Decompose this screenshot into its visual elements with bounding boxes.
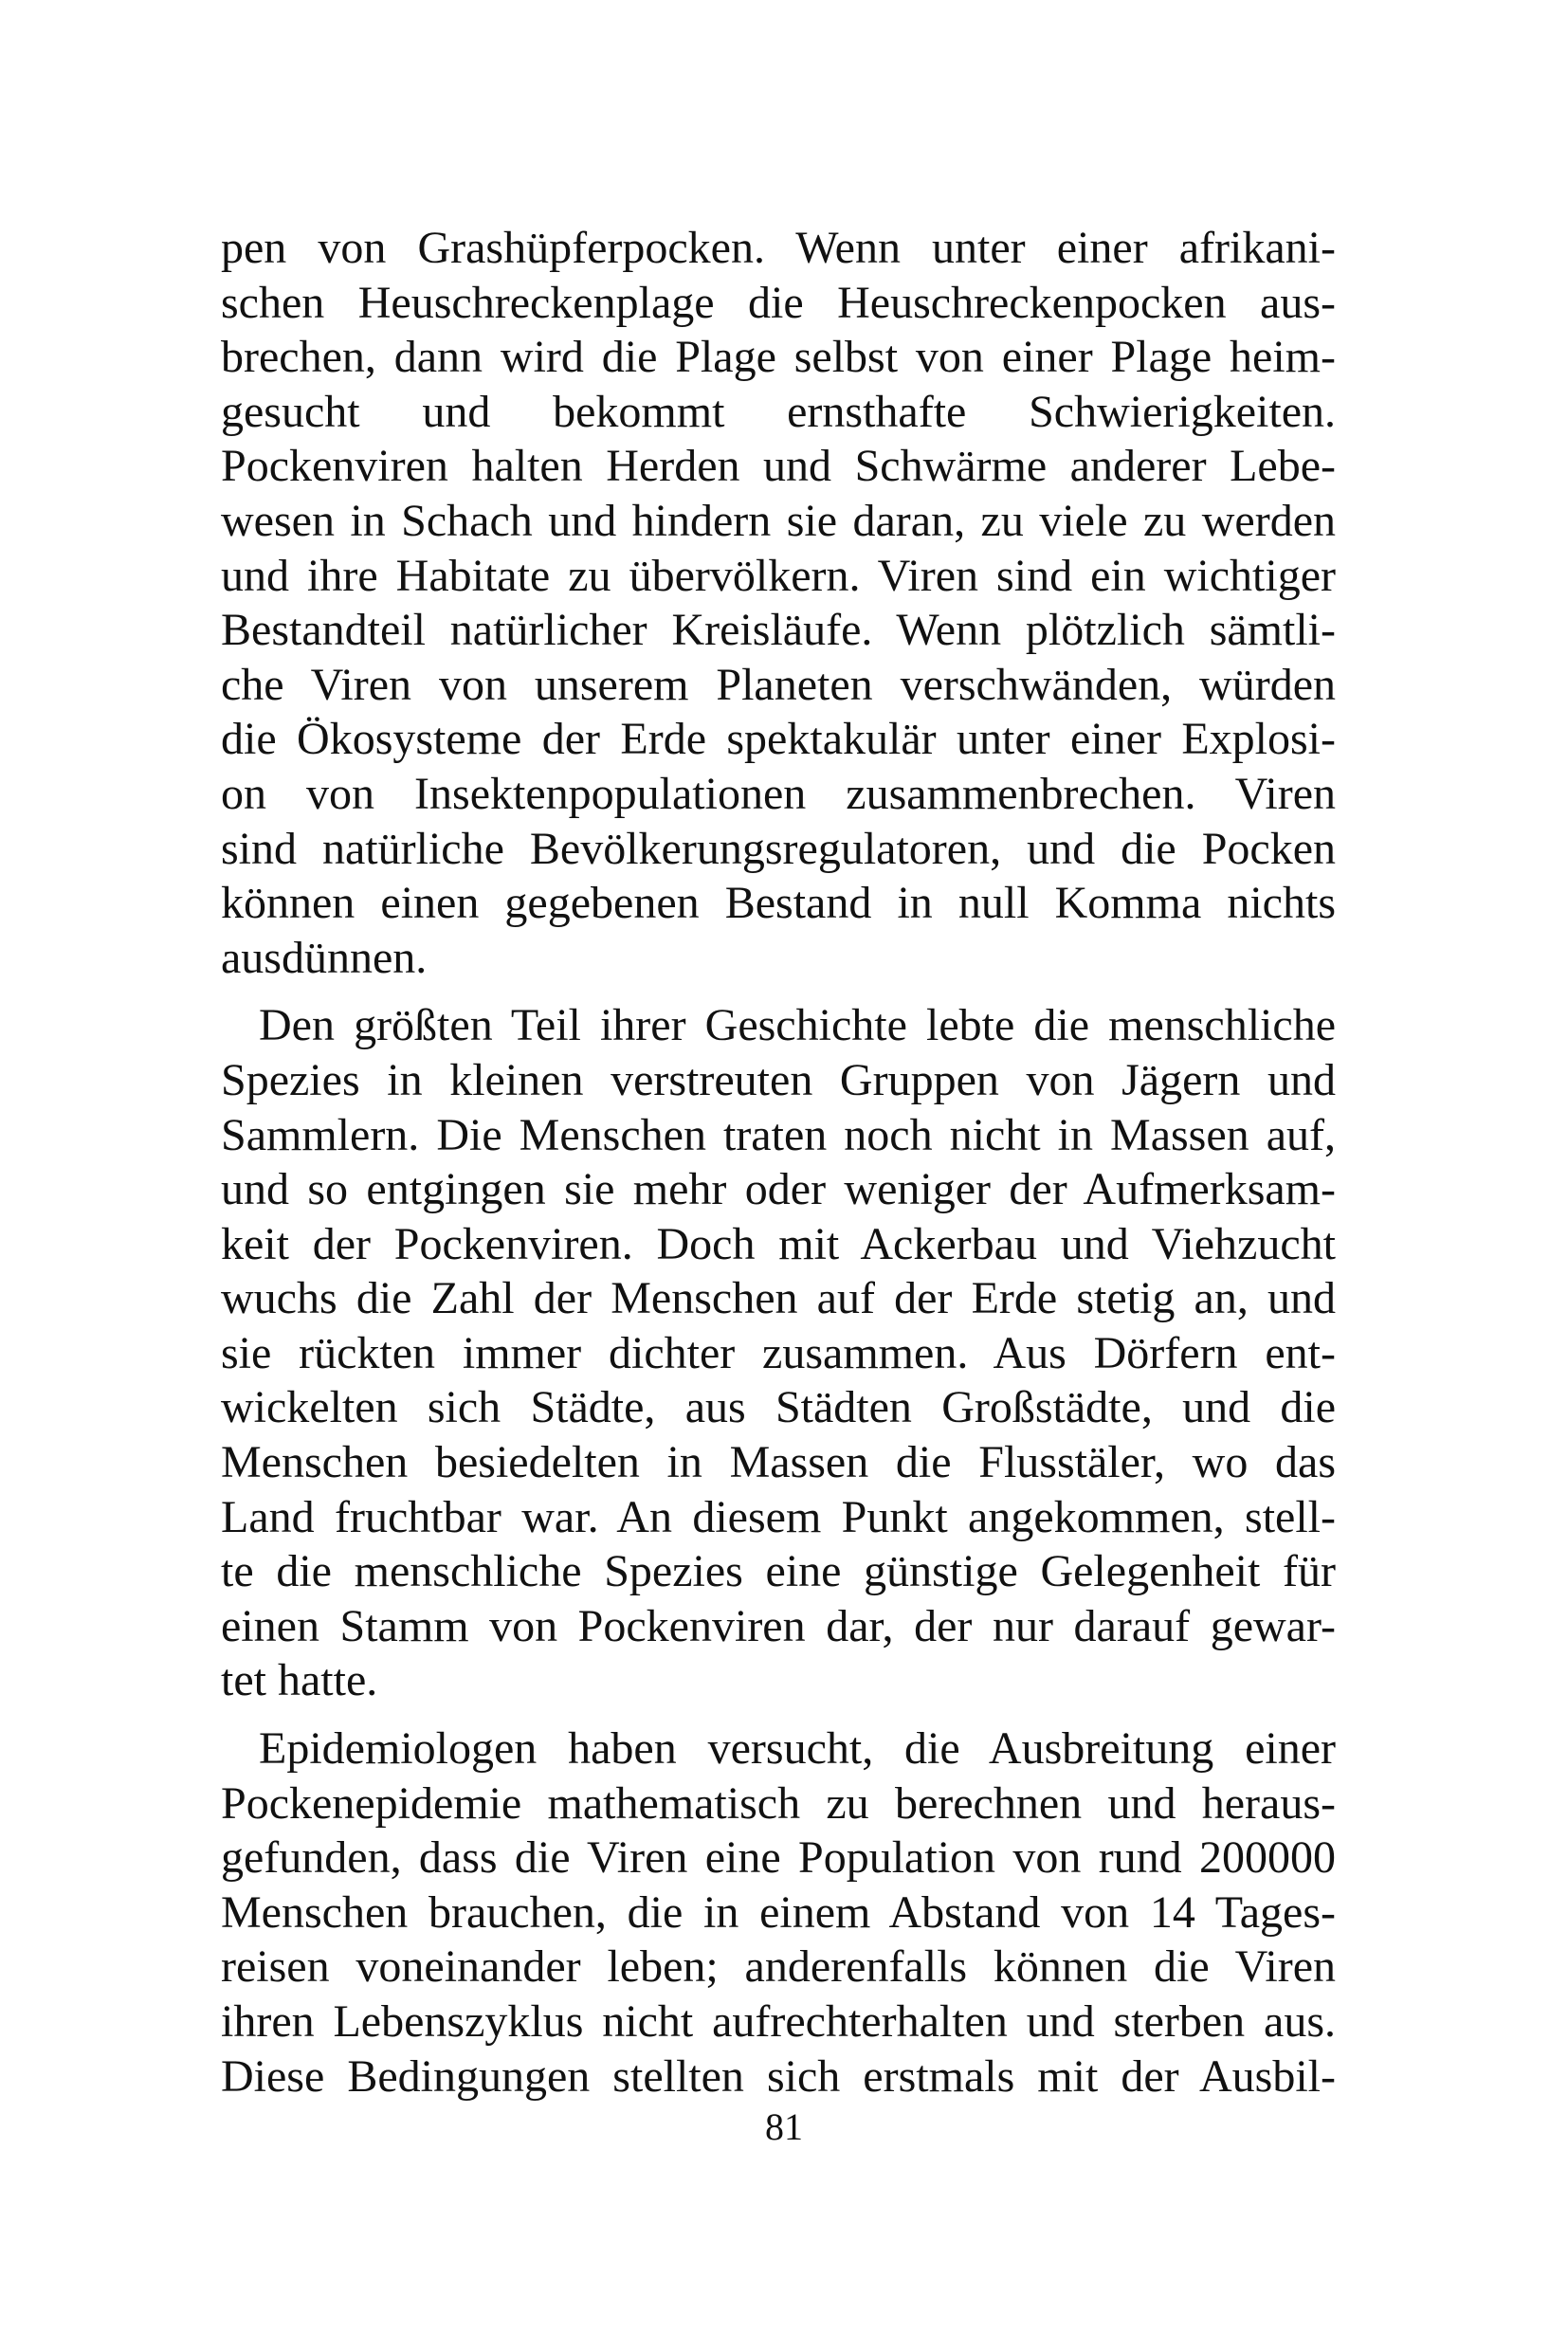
- text-line: schen Heuschreckenplage die Heuschreckenpocken aus-: [221, 277, 1336, 328]
- text-line: und ihre Habitate zu übervölkern. Viren sind ein wichtiger: [221, 550, 1336, 601]
- text-line: brechen, dann wird die Plage selbst von einer Plage heim-: [221, 332, 1336, 383]
- text-line: Bestandteil natürlicher Kreisläufe. Wenn plötzlich sämtli-: [221, 605, 1336, 656]
- body-text: [221, 221, 1336, 2104]
- text-line: Pockenepidemie mathematisch zu berechnen und heraus-: [221, 1777, 1336, 1829]
- text-line: reisen voneinander leben; anderenfalls können die Viren: [221, 1941, 1336, 1993]
- text-line: Den größten Teil ihrer Geschichte lebte die menschliche: [259, 1000, 1336, 1051]
- text-line: wickelten sich Städte, aus Städten Großstädte, und die: [221, 1382, 1336, 1433]
- text-line: einen Stamm von Pockenviren dar, der nur darauf gewar-: [221, 1600, 1336, 1651]
- page-number: 81: [765, 2105, 803, 2148]
- text-line: gefunden, dass die Viren eine Population von rund 200000: [221, 1832, 1336, 1884]
- paragraph-3: [221, 1722, 1336, 2104]
- text-line: ihren Lebenszyklus nicht aufrechterhalten und sterben aus.: [221, 1996, 1336, 2047]
- text-line: die Ökosysteme der Erde spektakulär unter einer Explosi-: [221, 714, 1336, 765]
- paragraph-1: [221, 221, 1336, 985]
- text-line: Menschen besiedelten in Massen die Flusstäler, wo das: [221, 1437, 1336, 1488]
- text-line: keit der Pockenviren. Doch mit Ackerbau und Viehzucht: [221, 1218, 1336, 1269]
- text-line: wuchs die Zahl der Menschen auf der Erde stetig an, und: [221, 1273, 1336, 1324]
- text-line: che Viren von unserem Planeten verschwänden, würden: [221, 659, 1336, 710]
- text-line: pen von Grashüpferpocken. Wenn unter einer afrikani-: [221, 223, 1336, 273]
- text-line: gesucht und bekommt ernsthafte Schwierigkeiten.: [221, 386, 1336, 437]
- text-line: und so entgingen sie mehr oder weniger der Aufmerksam-: [221, 1164, 1336, 1215]
- paragraph-2: [221, 998, 1336, 1708]
- text-line: Diese Bedingungen stellten sich erstmals mit der Ausbil-: [221, 2050, 1336, 2102]
- text-line: Menschen brauchen, die in einem Abstand von 14 Tages-: [221, 1886, 1336, 1938]
- text-line: tet hatte.: [221, 1655, 378, 1706]
- text-line: wesen in Schach und hindern sie daran, zu viele zu werden: [221, 495, 1336, 546]
- text-line: Spezies in kleinen verstreuten Gruppen von Jägern und: [221, 1054, 1336, 1105]
- text-line: können einen gegebenen Bestand in null Komma nichts: [221, 878, 1336, 929]
- text-line: Epidemiologen haben versucht, die Ausbreitung einer: [259, 1723, 1336, 1775]
- text-line: ausdünnen.: [221, 932, 428, 983]
- text-line: sie rückten immer dichter zusammen. Aus Dörfern ent-: [221, 1327, 1336, 1378]
- text-line: Sammlern. Die Menschen traten noch nicht in Massen auf,: [221, 1109, 1336, 1160]
- text-line: Pockenviren halten Herden und Schwärme anderer Lebe-: [221, 441, 1336, 492]
- text-line: te die menschliche Spezies eine günstige Gelegenheit für: [221, 1546, 1336, 1597]
- text-line: on von Insektenpopulationen zusammenbrechen. Viren: [221, 768, 1336, 819]
- text-line: sind natürliche Bevölkerungsregulatoren, und die Pocken: [221, 823, 1336, 874]
- text-line: Land fruchtbar war. An diesem Punkt angekommen, stell-: [221, 1491, 1336, 1542]
